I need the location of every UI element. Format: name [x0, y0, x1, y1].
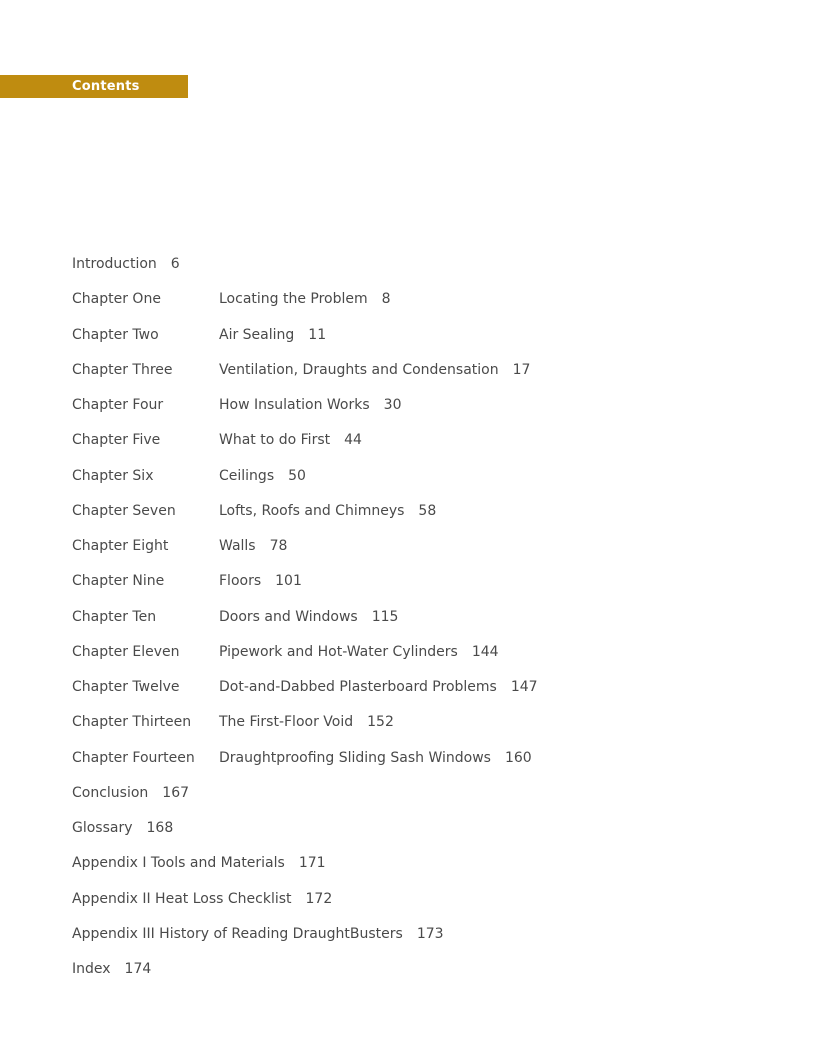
- toc-entry: [72, 640, 792, 675]
- toc-entry: [72, 957, 792, 992]
- toc-entry-page-number: 8: [381, 291, 391, 308]
- toc-entry-label: Index: [72, 961, 111, 977]
- toc-entry-line: [72, 957, 151, 981]
- contents-banner: [0, 75, 188, 98]
- toc-entry-page-number: 174: [124, 961, 152, 977]
- toc-entry-label: Chapter Two: [72, 326, 159, 343]
- toc-entry: [72, 781, 792, 816]
- toc-entry-page-number: 115: [371, 608, 399, 625]
- toc-entry-page-number: 168: [146, 820, 174, 836]
- toc-entry-title-group: [219, 358, 530, 382]
- toc-entry-label: Introduction: [72, 256, 157, 272]
- toc-entry-label: Chapter Eight: [72, 538, 169, 554]
- toc-entry: [72, 252, 792, 287]
- toc-entry-page-number: 172: [305, 890, 333, 907]
- toc-entry-title-group: [219, 464, 306, 488]
- toc-entry: [72, 393, 792, 428]
- toc-entry-title: Floors: [219, 573, 262, 590]
- toc-entry: [72, 323, 792, 358]
- toc-entry-page-number: 78: [269, 538, 288, 554]
- toc-entry: [72, 816, 792, 851]
- toc-entry-line: [72, 922, 444, 946]
- toc-entry-title-group: [219, 640, 499, 664]
- toc-entry-title: How Insulation Works: [219, 397, 370, 413]
- toc-entry-title-group: [219, 746, 532, 770]
- toc-entry-label: Chapter Three: [72, 361, 173, 378]
- toc-entry-label: Chapter Seven: [72, 502, 176, 519]
- toc-entry-title-group: [219, 323, 326, 347]
- toc-entry-title-group: [219, 534, 287, 558]
- toc-entry: [72, 887, 792, 922]
- toc-entry-title-group: [219, 428, 362, 452]
- toc-entry-page-number: 171: [298, 855, 326, 872]
- toc-entry-label: Appendix I Tools and Materials: [72, 855, 285, 872]
- toc-entry-title: Walls: [219, 538, 256, 554]
- toc-entry-label: Chapter Five: [72, 432, 161, 449]
- toc-entry-label: Appendix III History of Reading DraughtBusters: [72, 925, 403, 942]
- toc-entry: [72, 605, 792, 640]
- toc-entry-title: Doors and Windows: [219, 608, 358, 625]
- toc-entry-label: Chapter One: [72, 291, 161, 308]
- toc-entry-label: Chapter Fourteen: [72, 749, 195, 766]
- toc-entry: [72, 675, 792, 710]
- toc-entry-label: Chapter Eleven: [72, 643, 180, 660]
- toc-entry: [72, 358, 792, 393]
- toc-entry-label: Chapter Thirteen: [72, 714, 192, 731]
- toc-entry: [72, 746, 792, 781]
- page-title: Contents: [72, 79, 140, 94]
- toc-entry-title-group: [219, 675, 538, 699]
- toc-entry-line: [72, 816, 173, 840]
- toc-entry-page-number: 160: [504, 749, 532, 766]
- toc-entry-title: Ventilation, Draughts and Condensation: [219, 361, 499, 378]
- toc-entry-page-number: 101: [275, 573, 302, 590]
- toc-entry-page-number: 147: [510, 679, 538, 695]
- toc-entry-title-group: [219, 569, 302, 593]
- toc-entry-title: Lofts, Roofs and Chimneys: [219, 502, 405, 519]
- toc-entry: [72, 499, 792, 534]
- toc-entry-page-number: 44: [344, 432, 362, 449]
- toc-entry-title: Locating the Problem: [219, 291, 368, 308]
- toc-entry: [72, 428, 792, 463]
- toc-entry-page-number: 173: [416, 925, 444, 942]
- toc-entry-label: Chapter Nine: [72, 573, 165, 590]
- toc-entry-title-group: [219, 287, 391, 311]
- toc-entry: [72, 922, 792, 957]
- toc-entry-page-number: 6: [170, 256, 180, 272]
- toc-entry-page-number: 167: [162, 784, 190, 801]
- toc-entry-title: Air Sealing: [219, 326, 295, 343]
- toc-entry-title: Ceilings: [219, 467, 275, 484]
- toc-entry: [72, 569, 792, 604]
- toc-entry-page-number: 58: [418, 502, 437, 519]
- toc-entry-page-number: 50: [288, 467, 306, 484]
- toc-entry-label: Chapter Four: [72, 397, 164, 413]
- toc-entry-title: What to do First: [219, 432, 331, 449]
- toc-entry-title-group: [219, 710, 394, 734]
- toc-entry-title: Draughtproofing Sliding Sash Windows: [219, 749, 491, 766]
- toc-entry-title: The First-Floor Void: [219, 714, 354, 731]
- toc-entry: [72, 534, 792, 569]
- toc-entry-title-group: [219, 393, 401, 417]
- toc-entry: [72, 710, 792, 745]
- toc-entry-label: Appendix II Heat Loss Checklist: [72, 890, 292, 907]
- toc-entry-page-number: 17: [512, 361, 531, 378]
- toc-entry: [72, 287, 792, 322]
- toc-entry-line: [72, 252, 180, 276]
- toc-entry-label: Chapter Twelve: [72, 679, 180, 695]
- toc-entry-title-group: [219, 605, 398, 629]
- toc-entry-line: [72, 887, 332, 911]
- toc-entry-line: [72, 781, 189, 805]
- toc-entry-title-group: [219, 499, 436, 523]
- toc-entry-label: Chapter Six: [72, 467, 154, 484]
- toc-entry-page-number: 30: [383, 397, 402, 413]
- toc-entry-title: Pipework and Hot-Water Cylinders: [219, 643, 458, 660]
- toc-entry-line: [72, 851, 326, 875]
- toc-entry-page-number: 152: [367, 714, 394, 731]
- toc-entry: [72, 464, 792, 499]
- toc-entry-label: Conclusion: [72, 784, 149, 801]
- toc-entry-label: Chapter Ten: [72, 608, 157, 625]
- toc-entry: [72, 851, 792, 886]
- toc-entry-label: Glossary: [72, 820, 133, 836]
- table-of-contents: [72, 252, 792, 992]
- toc-entry-page-number: 144: [471, 643, 499, 660]
- toc-entry-title: Dot-and-Dabbed Plasterboard Problems: [219, 679, 497, 695]
- toc-entry-page-number: 11: [308, 326, 327, 343]
